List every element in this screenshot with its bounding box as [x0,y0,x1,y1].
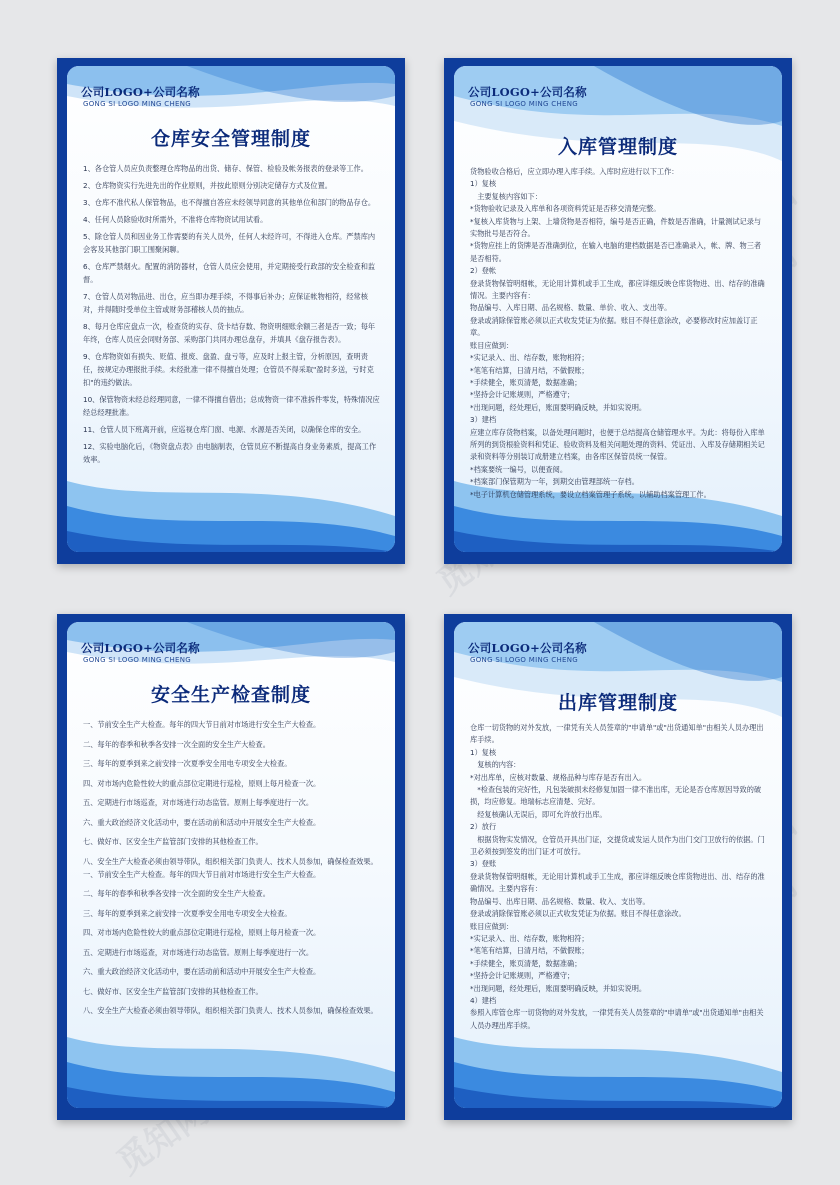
rule-line: 4、任何人员除验收时所需外，不准将仓库物资试用试看。 [83,215,268,224]
rule-line: 四、对市场内危险性较大的重点部位定期进行巡检，原则上每月检查一次。 [83,778,321,788]
rule-line: 8、每月仓库应盘点一次，检查货的实存、货卡结存数、物资明细账余额三者是否一致；每年年终，仓库人员应会同财务部、采购部门共同办理总盘存，并填具《盘存报告表》。 [83,322,376,344]
rule-line: 五、定期进行市场巡查，对市场进行动态监管。原则上每季度进行一次。 [83,947,314,957]
company-logo-text: 公司LOGO+公司名称 [81,85,200,99]
rule-line: 2）登帐 [470,266,497,276]
rule-line: *笔笔有结算，日清月结，不做假账； [470,365,589,375]
rule-line: *档案要统一编号，以便查阅。 [470,464,568,474]
board-body [83,718,381,1024]
rule-line: 账目应做到： [470,921,514,931]
rule-line: 账目应做到： [470,340,514,350]
rule-line: *货物应挂上的货牌是否准确到位，在输入电脑的建档数据是否已准确录入，帐、牌、物三者是否相符。 [470,241,762,263]
rule-line: *出现问题，经处理后，账面要明确反映，并如实说明。 [470,983,647,993]
rule-line: 根据货物实发情况，仓管员开具出门证，交提货或发运人员作为出门交门卫放行的依据。门卫必须按到签发的出门证才可放行。 [470,834,765,857]
company-logo-subtitle: GONG SI LOGO MING CHENG [83,100,191,108]
rule-line: 4）建档 [470,995,497,1005]
rule-line: 三、每年的夏季到来之前安排一次夏季安全用电专项安全大检查。 [83,759,292,768]
rule-line: 1）复核 [470,179,497,189]
company-logo-text: 公司LOGO+公司名称 [468,85,587,99]
watermark-3: 觅知网 [109,1091,217,1184]
rule-line: 3）登账 [470,859,497,869]
rule-line: 1、各仓管人员应负责整理仓库物品的出货、储存、保管、检验及帐务报表的登录等工作。 [83,164,368,173]
rule-line: *坚持会计记账规则，严格遵守； [470,971,575,981]
rule-line: 主要复核内容如下： [470,191,542,201]
rule-line: 登录或消除保管账必须以正式收发凭证为依据。账目不得任意涂改。 [470,909,686,919]
rule-line: 9、仓库物资如有损失、贬值、报废、盘盈、盘亏等，应及时上报主管，分析原因，查明责任，按规定办理报批手续。未经批准一律不得擅自处理；仓管员不得采取"盈时多送，亏时克扣"的违约做法。 [83,352,374,387]
rule-line: *出现问题，经处理后，账面要明确反映，并如实说明。 [470,402,647,412]
rule-line: *实记录入、出、结存数，账物相符； [470,933,589,943]
rule-line: 7、仓管人员对物品进、出仓，应当即办理手续，不得事后补办；应保证帐物相符，经常核对，并得随时受单位主管或财务部稽核人员的抽点。 [83,292,368,314]
company-logo-subtitle: GONG SI LOGO MING CHENG [83,656,191,664]
rule-line: 3、仓库不准代私人保管物品，也不得擅自答应未经领导同意的其他单位和部门的物品存仓。 [83,198,376,207]
rule-line: 七、做好市、区安全生产监管部门安排的其他检查工作。 [83,837,263,846]
company-logo-subtitle: GONG SI LOGO MING CHENG [470,656,578,664]
rule-line: *复核入库货物与上架、上墙货物是否相符，编号是否正确，件数是否准确，计量测试记录与实物批号是否符合。 [470,216,762,239]
board-panel [67,66,395,552]
rule-line: 七、做好市、区安全生产监管部门安排的其他检查工作。 [83,986,263,996]
rule-line: 二、每年的春季和秋季各安排一次全面的安全生产大检查。 [83,889,270,898]
rule-line: *坚持会计记账规则，严格遵守； [470,390,575,400]
rule-line: 10、保管物资未经总经理同意，一律不得擅自借出；总成物资一律不准拆件零发，特殊情况应经总经理批准。 [83,395,380,417]
board-safety-inspection [57,614,405,1120]
rule-line: 六、重大政治经济文化活动中，要在活动前和活动中开展安全生产大检查。 [83,967,321,976]
board-title: 入库管理制度 [557,136,678,158]
rule-line: 12、实验电脑化后，《物资盘点表》由电脑制表，仓管员应不断提高自身业务素质，提高工作效率。 [83,442,377,464]
rule-line: 八、安全生产大检查必须由领导带队，组织相关部门负责人、技术人员参加，确保检查效果。一、节前安全生产大检查。每年的四大节日前对市场进行安全生产大检查。 [83,856,378,879]
company-logo-text: 公司LOGO+公司名称 [81,641,200,655]
rule-line: 六、重大政治经济文化活动中，要在活动前和活动中开展安全生产大检查。 [83,817,321,827]
rule-line: *对出库单，应核对数量、规格品种与库存是否有出入。 [470,772,647,782]
rule-line: 物品编号、出库日期、品名规格、数量、收入、支出等。 [470,896,650,906]
rule-line: *电子计算机仓储管理系统，要设立档案管理子系统，以辅助档案管理工作。 [470,489,711,499]
board-outbound-management [444,614,792,1120]
rule-line: 物品编号、入库日期、品名规格、数量、单价、收入、支出等。 [470,303,672,313]
rule-line: 3）建档 [470,415,497,425]
rule-line: 三、每年的夏季到来之前安排一次夏季安全用电专项安全大检查。 [83,908,292,918]
rule-line: 2、仓库物资实行先进先出的作业原则，并按此原则分别决定储存方式及位置。 [83,181,332,190]
rule-line: 复核的内容： [470,760,521,770]
rule-line: 二、每年的春季和秋季各安排一次全面的安全生产大检查。 [83,739,270,749]
board-body [470,722,768,1032]
board-panel [454,66,782,552]
rule-line: 登录货物保管明细帐，无论用计算机或手工生成，都应详细反映仓库货物进出、出、结存的准确情况。主要内容有： [470,871,765,894]
rule-line: 五、定期进行市场巡查，对市场进行动态监管。原则上每季度进行一次。 [83,798,314,807]
rule-line: 仓库一切货物的对外发放，一律凭有关人员签章的"申请单"或"出货通知单"由相关人员办理出库手续。 [470,723,764,745]
rule-line: 5、除仓管人员和因业务工作需要的有关人员外，任何人未经许可，不得进入仓库。严禁库内会客及其他部门职工围聚闲聊。 [83,232,376,254]
board-inbound-management [444,58,792,564]
company-logo-subtitle: GONG SI LOGO MING CHENG [470,100,578,108]
rule-line: *检查包装的完好性，凡包装破损未经修复加固一律不准出库，无论是否仓库原因导致的破损，均应修复。地瑞标志应清楚、完好。 [470,785,762,807]
company-logo-text: 公司LOGO+公司名称 [468,641,587,655]
rule-line: *笔笔有结算，日清月结，不做假账； [470,946,589,956]
rule-line: 2）放行 [470,822,497,832]
board-title: 仓库安全管理制度 [150,128,311,150]
rule-line: 一、节前安全生产大检查。每年的四大节日前对市场进行安全生产大检查。 [83,720,321,729]
rule-line: 应建立库存货物档案，以备处理问题时，也便于总结提高仓储管理水平。为此：将每份入库单所列的到货根验资料和凭证、验收资料及相关问题处理的资料、凭证出、入库及存储期相关记录和资料等分别装订成册建立档案，由各库区保管员统一保管。 [470,427,765,462]
rule-line: *手续健全，账页清楚，数据准确； [470,958,582,968]
rule-line: *实记录入、出、结存数，账物相符； [470,353,589,363]
board-warehouse-safety [57,58,405,564]
rule-line: *货物验收记录及入库单和各项资料凭证是否移交清楚完整。 [470,204,661,214]
rule-line: 货物验收合格后，应立即办理入库手续。入库时应进行以下工作： [470,167,679,176]
rule-line: *档案部门保管期为一年，到期交由管理部统一存档。 [470,477,639,487]
board-title: 出库管理制度 [557,692,678,714]
rule-line: 四、对市场内危险性较大的重点部位定期进行巡检，原则上每月检查一次。 [83,928,321,937]
rule-line: 八、安全生产大检查必须由领导带队，组织相关部门负责人、技术人员参加，确保检查效果。 [83,1006,378,1015]
rule-line: 11、仓管人员下班离开前，应巡视仓库门窗、电源、水源是否关闭，以确保仓库的安全。 [83,425,366,434]
rule-line: 1）复核 [470,747,497,757]
rule-line: 登录货物保管明细帐，无论用计算机或手工生成，都应详细反映仓库货物进、出、结存的准确情况。主要内容有： [470,278,765,301]
rule-line: 6、仓库严禁烟火。配置的消防器材，仓管人员应会使用，并定期接受行政部的安全检查和监督。 [83,262,376,284]
board-body [83,162,381,470]
rule-line: 经复核确认无误后，即可允许放行出库。 [470,809,607,819]
board-panel [454,622,782,1108]
board-title: 安全生产检查制度 [150,684,311,706]
board-panel [67,622,395,1108]
rule-line: 登录或消除保管账必须以正式收发凭证为依据。账目不得任意涂改，必要修改时应加盖订正章。 [470,315,758,338]
rule-line: 参照入库管仓库一切货物的对外发放，一律凭有关人员签章的"申请单"或"出货通知单"由相关人员办理出库手续。 [470,1008,764,1030]
rule-line: *手续健全，账页清楚，数据准确； [470,377,582,387]
board-body [470,166,768,501]
